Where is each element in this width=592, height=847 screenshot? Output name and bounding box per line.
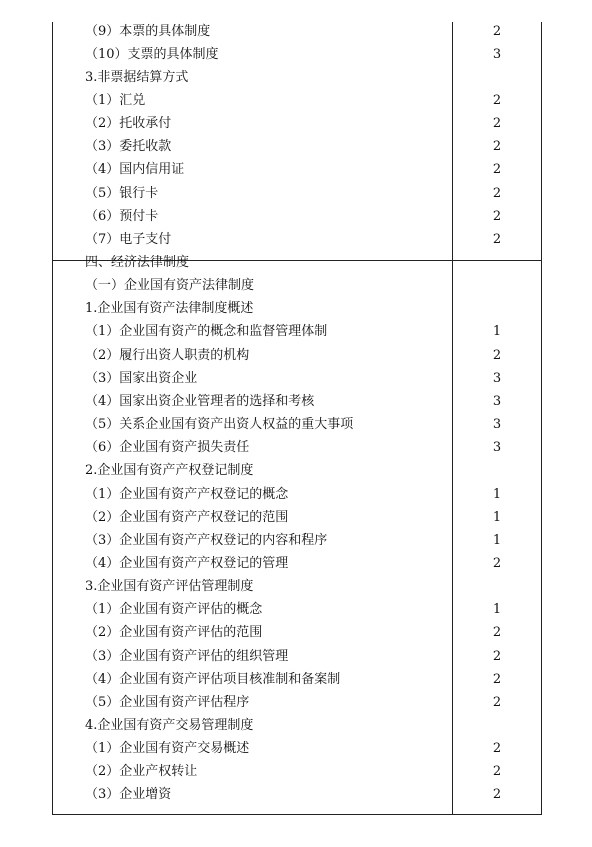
table-row xyxy=(0,737,592,760)
row-level: 2 xyxy=(492,23,502,39)
row-level: 1 xyxy=(492,486,502,502)
table-row xyxy=(0,552,592,575)
table-row xyxy=(0,251,592,274)
table-row xyxy=(0,529,592,552)
table-row xyxy=(0,20,592,43)
row-topic: 3.企业国有资产评估管理制度 xyxy=(85,579,254,595)
row-topic: （2）履行出资人职责的机构 xyxy=(85,347,250,363)
table-row xyxy=(0,158,592,181)
row-level: 2 xyxy=(492,92,502,108)
row-level: 2 xyxy=(492,162,502,178)
row-topic: 1.企业国有资产法律制度概述 xyxy=(85,301,254,317)
row-topic: （3）企业国有资产评估的组织管理 xyxy=(85,648,289,664)
row-level: 2 xyxy=(492,139,502,155)
table-row xyxy=(0,575,592,598)
row-topic: （3）委托收款 xyxy=(85,139,172,155)
row-topic: （5）关系企业国有资产出资人权益的重大事项 xyxy=(85,417,354,433)
table-row xyxy=(0,228,592,251)
row-topic: （1）企业国有资产的概念和监督管理体制 xyxy=(85,324,328,340)
row-topic: （3）企业增资 xyxy=(85,787,172,803)
row-topic: （1）企业国有资产评估的概念 xyxy=(85,602,263,618)
row-topic: （7）电子支付 xyxy=(85,231,172,247)
table-row xyxy=(0,367,592,390)
row-topic: （2）托收承付 xyxy=(85,116,172,132)
row-topic: （5）企业国有资产评估程序 xyxy=(85,694,250,710)
table-row xyxy=(0,668,592,691)
table-row xyxy=(0,43,592,66)
table-row xyxy=(0,66,592,89)
table-row xyxy=(0,483,592,506)
row-level: 2 xyxy=(492,347,502,363)
row-topic: （5）银行卡 xyxy=(85,185,159,201)
row-topic: （4）企业国有资产产权登记的管理 xyxy=(85,555,289,571)
row-level: 2 xyxy=(492,764,502,780)
table-row xyxy=(0,783,592,806)
row-topic: （3）企业国有资产产权登记的内容和程序 xyxy=(85,532,328,548)
table-row xyxy=(0,390,592,413)
row-level: 2 xyxy=(492,625,502,641)
table-row xyxy=(0,182,592,205)
table-row xyxy=(0,760,592,783)
table-row xyxy=(0,413,592,436)
row-topic: 4.企业国有资产交易管理制度 xyxy=(85,718,254,733)
row-level: 1 xyxy=(492,324,502,340)
table-row xyxy=(0,691,592,714)
table-row xyxy=(0,436,592,459)
row-level: 1 xyxy=(492,602,502,618)
table-row xyxy=(0,274,592,297)
row-level: 2 xyxy=(492,208,502,224)
row-topic: （9）本票的具体制度 xyxy=(85,23,211,39)
row-level: 2 xyxy=(492,787,502,803)
row-level: 3 xyxy=(492,393,502,409)
row-topic: （4）企业国有资产评估项目核准制和备案制 xyxy=(85,671,341,687)
table-row xyxy=(0,344,592,367)
row-topic: 3.非票据结算方式 xyxy=(85,69,189,85)
row-topic: （1）汇兑 xyxy=(85,92,146,108)
row-level: 2 xyxy=(492,741,502,757)
table-row xyxy=(0,112,592,135)
row-topic: （一）企业国有资产法律制度 xyxy=(85,278,255,294)
row-level: 3 xyxy=(492,370,502,386)
table-row xyxy=(0,135,592,158)
row-topic: （6）预付卡 xyxy=(85,208,159,224)
table-row xyxy=(0,645,592,668)
table-row xyxy=(0,459,592,482)
row-level: 1 xyxy=(492,532,502,548)
row-level: 2 xyxy=(492,671,502,687)
table-row xyxy=(0,598,592,621)
row-level: 1 xyxy=(492,509,502,525)
table-row xyxy=(0,714,592,737)
row-level: 2 xyxy=(492,185,502,201)
row-topic: （4）国家出资企业管理者的选择和考核 xyxy=(85,393,315,409)
row-level: 3 xyxy=(492,417,502,433)
row-level: 3 xyxy=(492,46,502,62)
row-level: 2 xyxy=(492,231,502,247)
row-topic: （2）企业国有资产评估的范围 xyxy=(85,625,263,641)
table-row xyxy=(0,621,592,644)
table-row xyxy=(0,506,592,529)
row-topic: （2）企业产权转让 xyxy=(85,764,198,780)
table-row xyxy=(0,297,592,320)
row-topic: （4）国内信用证 xyxy=(85,162,185,178)
row-topic: （2）企业国有资产产权登记的范围 xyxy=(85,509,289,525)
table-row xyxy=(0,89,592,112)
row-topic: 2.企业国有资产产权登记制度 xyxy=(85,463,254,479)
row-level: 2 xyxy=(492,694,502,710)
row-level: 2 xyxy=(492,116,502,132)
row-topic: （1）企业国有资产交易概述 xyxy=(85,741,250,757)
row-level: 2 xyxy=(492,648,502,664)
table-row xyxy=(0,205,592,228)
row-topic: （1）企业国有资产产权登记的概念 xyxy=(85,486,289,502)
row-level: 3 xyxy=(492,440,502,456)
row-topic: （6）企业国有资产损失责任 xyxy=(85,440,250,456)
row-topic: 四、经济法律制度 xyxy=(85,255,190,270)
row-topic: （10）支票的具体制度 xyxy=(85,46,219,62)
row-topic: （3）国家出资企业 xyxy=(85,370,198,386)
row-level: 2 xyxy=(492,555,502,571)
table-row xyxy=(0,320,592,343)
